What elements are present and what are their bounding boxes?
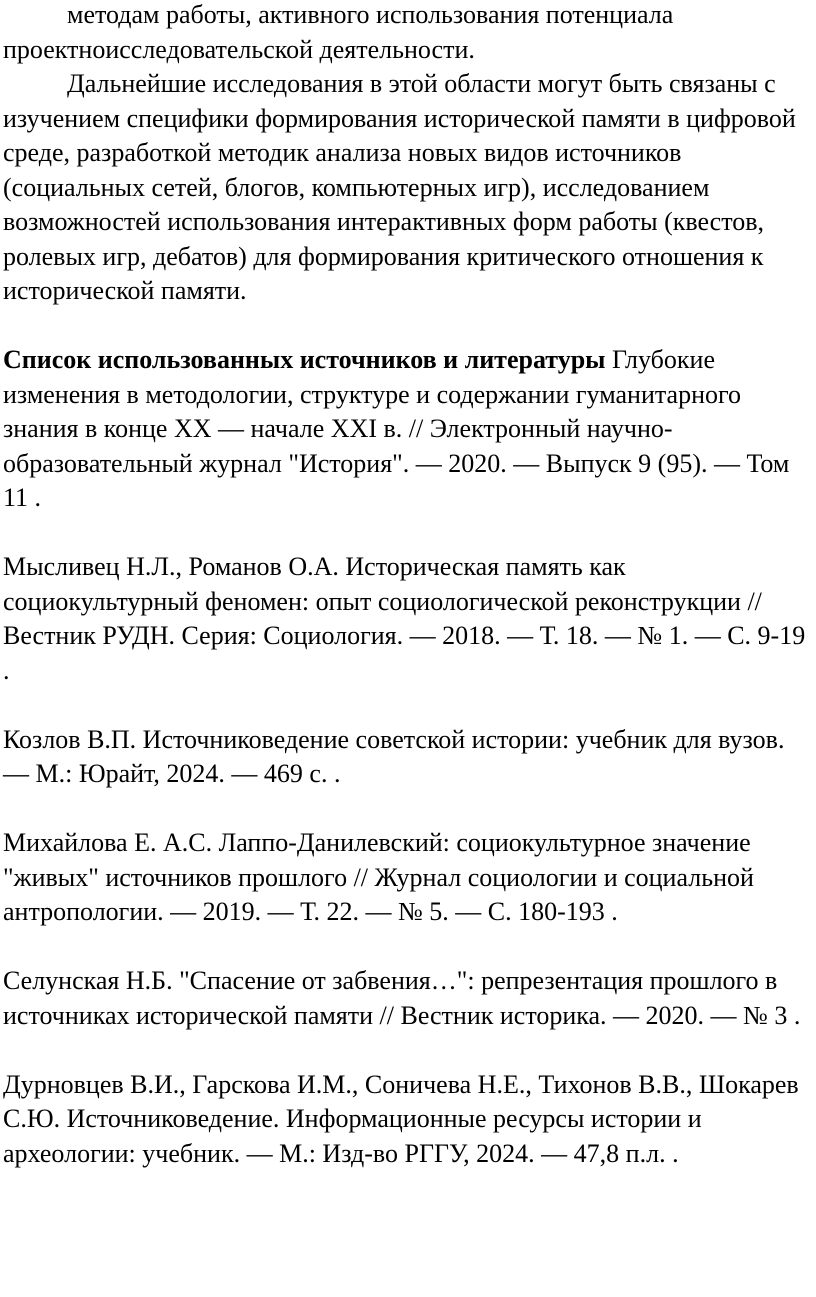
paragraph-gap [3, 1033, 812, 1068]
paragraph-gap [3, 309, 812, 344]
paragraph-gap [3, 516, 812, 551]
references-heading: Список использованных источников и литературы [3, 345, 606, 374]
reference-entry-2: Мысливец Н.Л., Романов О.А. Историческая память как социокультурный феномен: опыт социологической реконструкции // Вестник РУДН. Серия: Социология. — 2018. — Т. 18. — № 1. — С. 9-19 . [3, 552, 806, 685]
references-intro [3, 343, 812, 516]
paragraph-gap [3, 792, 812, 827]
paragraph-gap [3, 688, 812, 723]
paragraph-gap [3, 930, 812, 965]
reference-entry-1: Глубокие изменения в методологии, структуре и содержании гуманитарного знания в конце XX — начале XXI в. // Электронный научно-образовательный журнал "История". — 2020. — Выпуск 9 (95). — Том 11 . [3, 345, 790, 512]
reference-entry-5: Селунская Н.Б. "Спасение от забвения…": репрезентация прошлого в источниках исторической памяти // Вестник историка. — 2020. — № 3 . [3, 966, 801, 1030]
paragraph-continued: методам работы, активного использования потенциала проектноисследовательской деятельности. [3, 0, 674, 64]
reference-entry-4: Михайлова Е. А.С. Лаппо-Данилевский: социокультурное значение "живых" источников прошлого // Журнал социологии и социальной антропологии. — 2019. — Т. 22. — № 5. — С. 180-193 . [3, 828, 754, 926]
reference-entry-3: Козлов В.П. Источниковедение советской истории: учебник для вузов. — М.: Юрайт, 2024. — 469 с. . [3, 724, 785, 788]
paragraph-future-research: Дальнейшие исследования в этой области могут быть связаны с изучением специфики формирования исторической памяти в цифровой среде, разработкой методик анализа новых видов источников (социальных сетей, блогов, компьютерных игр), исследованием возможностей использования интерактивных форм работы (квестов, ролевых игр, дебатов) для формирования критического отношения к исторической памяти. [3, 69, 796, 305]
reference-entry-6: Дурновцев В.И., Гарскова И.М., Соничева Н.Е., Тихонов В.В., Шокарев С.Ю. Источниковедение. Информационные ресурсы истории и археологии: учебник. — М.: Изд-во РГГУ, 2024. — 47,8 п.л. . [3, 1069, 799, 1168]
